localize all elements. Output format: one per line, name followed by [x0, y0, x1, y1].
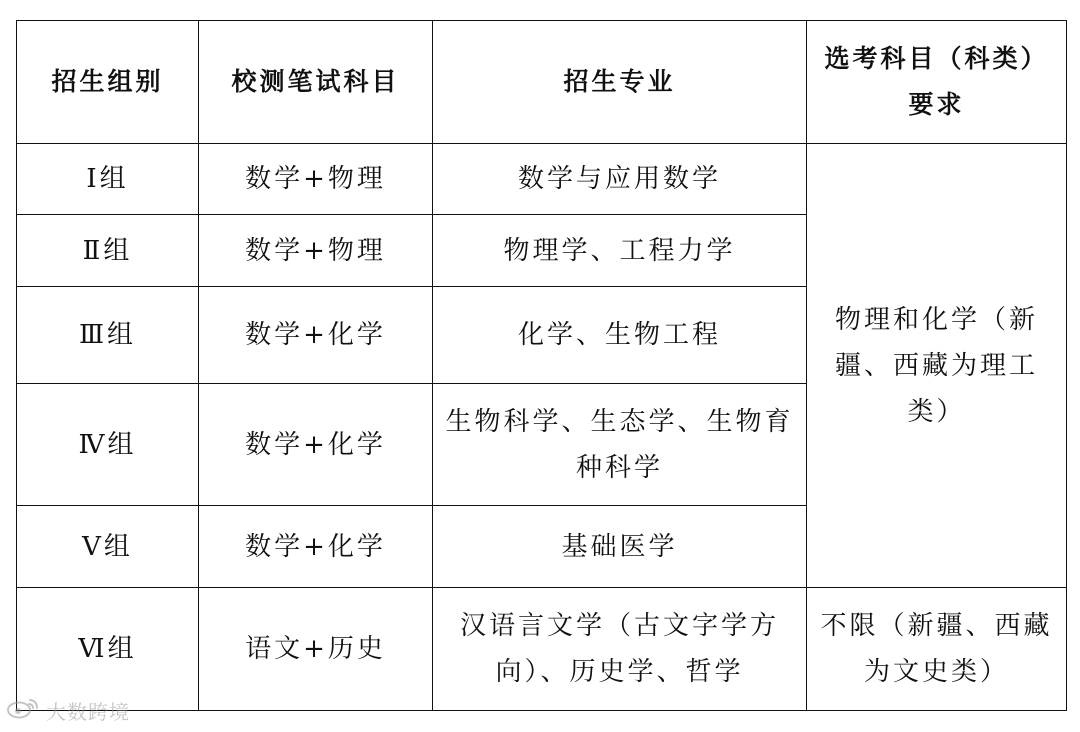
majors-cell: 物理学、工程力学	[433, 215, 807, 287]
majors-cell: 化学、生物工程	[433, 287, 807, 384]
requirement-cell-science: 物理和化学（新疆、西藏为理工类）	[807, 144, 1067, 588]
header-exam-subjects: 校测笔试科目	[199, 21, 433, 144]
table-row	[17, 144, 1067, 215]
exam-subjects-cell: 数学+物理	[199, 215, 433, 287]
group-cell: Ⅲ组	[17, 287, 199, 384]
admission-table	[16, 20, 1067, 711]
weibo-icon	[6, 697, 40, 724]
exam-subjects-cell: 数学+化学	[199, 384, 433, 506]
majors-cell: 汉语言文学（古文字学方向）、历史学、哲学	[433, 588, 807, 711]
table-row	[17, 588, 1067, 711]
group-cell: Ⅵ组	[17, 588, 199, 711]
header-majors: 招生专业	[433, 21, 807, 144]
majors-cell: 数学与应用数学	[433, 144, 807, 215]
header-required-subjects: 选考科目（科类）要求	[807, 21, 1067, 144]
watermark-text: 大数跨境	[46, 700, 130, 724]
exam-subjects-cell: 语文+历史	[199, 588, 433, 711]
header-group: 招生组别	[17, 21, 199, 144]
majors-cell: 基础医学	[433, 506, 807, 588]
majors-cell: 生物科学、生态学、生物育种科学	[433, 384, 807, 506]
exam-subjects-cell: 数学+物理	[199, 144, 433, 215]
exam-subjects-cell: 数学+化学	[199, 506, 433, 588]
exam-subjects-cell: 数学+化学	[199, 287, 433, 384]
header-row	[17, 21, 1067, 144]
watermark	[6, 696, 130, 725]
group-cell: Ⅱ组	[17, 215, 199, 287]
requirement-cell-humanities: 不限（新疆、西藏为文史类）	[807, 588, 1067, 711]
group-cell: Ⅰ组	[17, 144, 199, 215]
group-cell: Ⅴ组	[17, 506, 199, 588]
group-cell: Ⅳ组	[17, 384, 199, 506]
